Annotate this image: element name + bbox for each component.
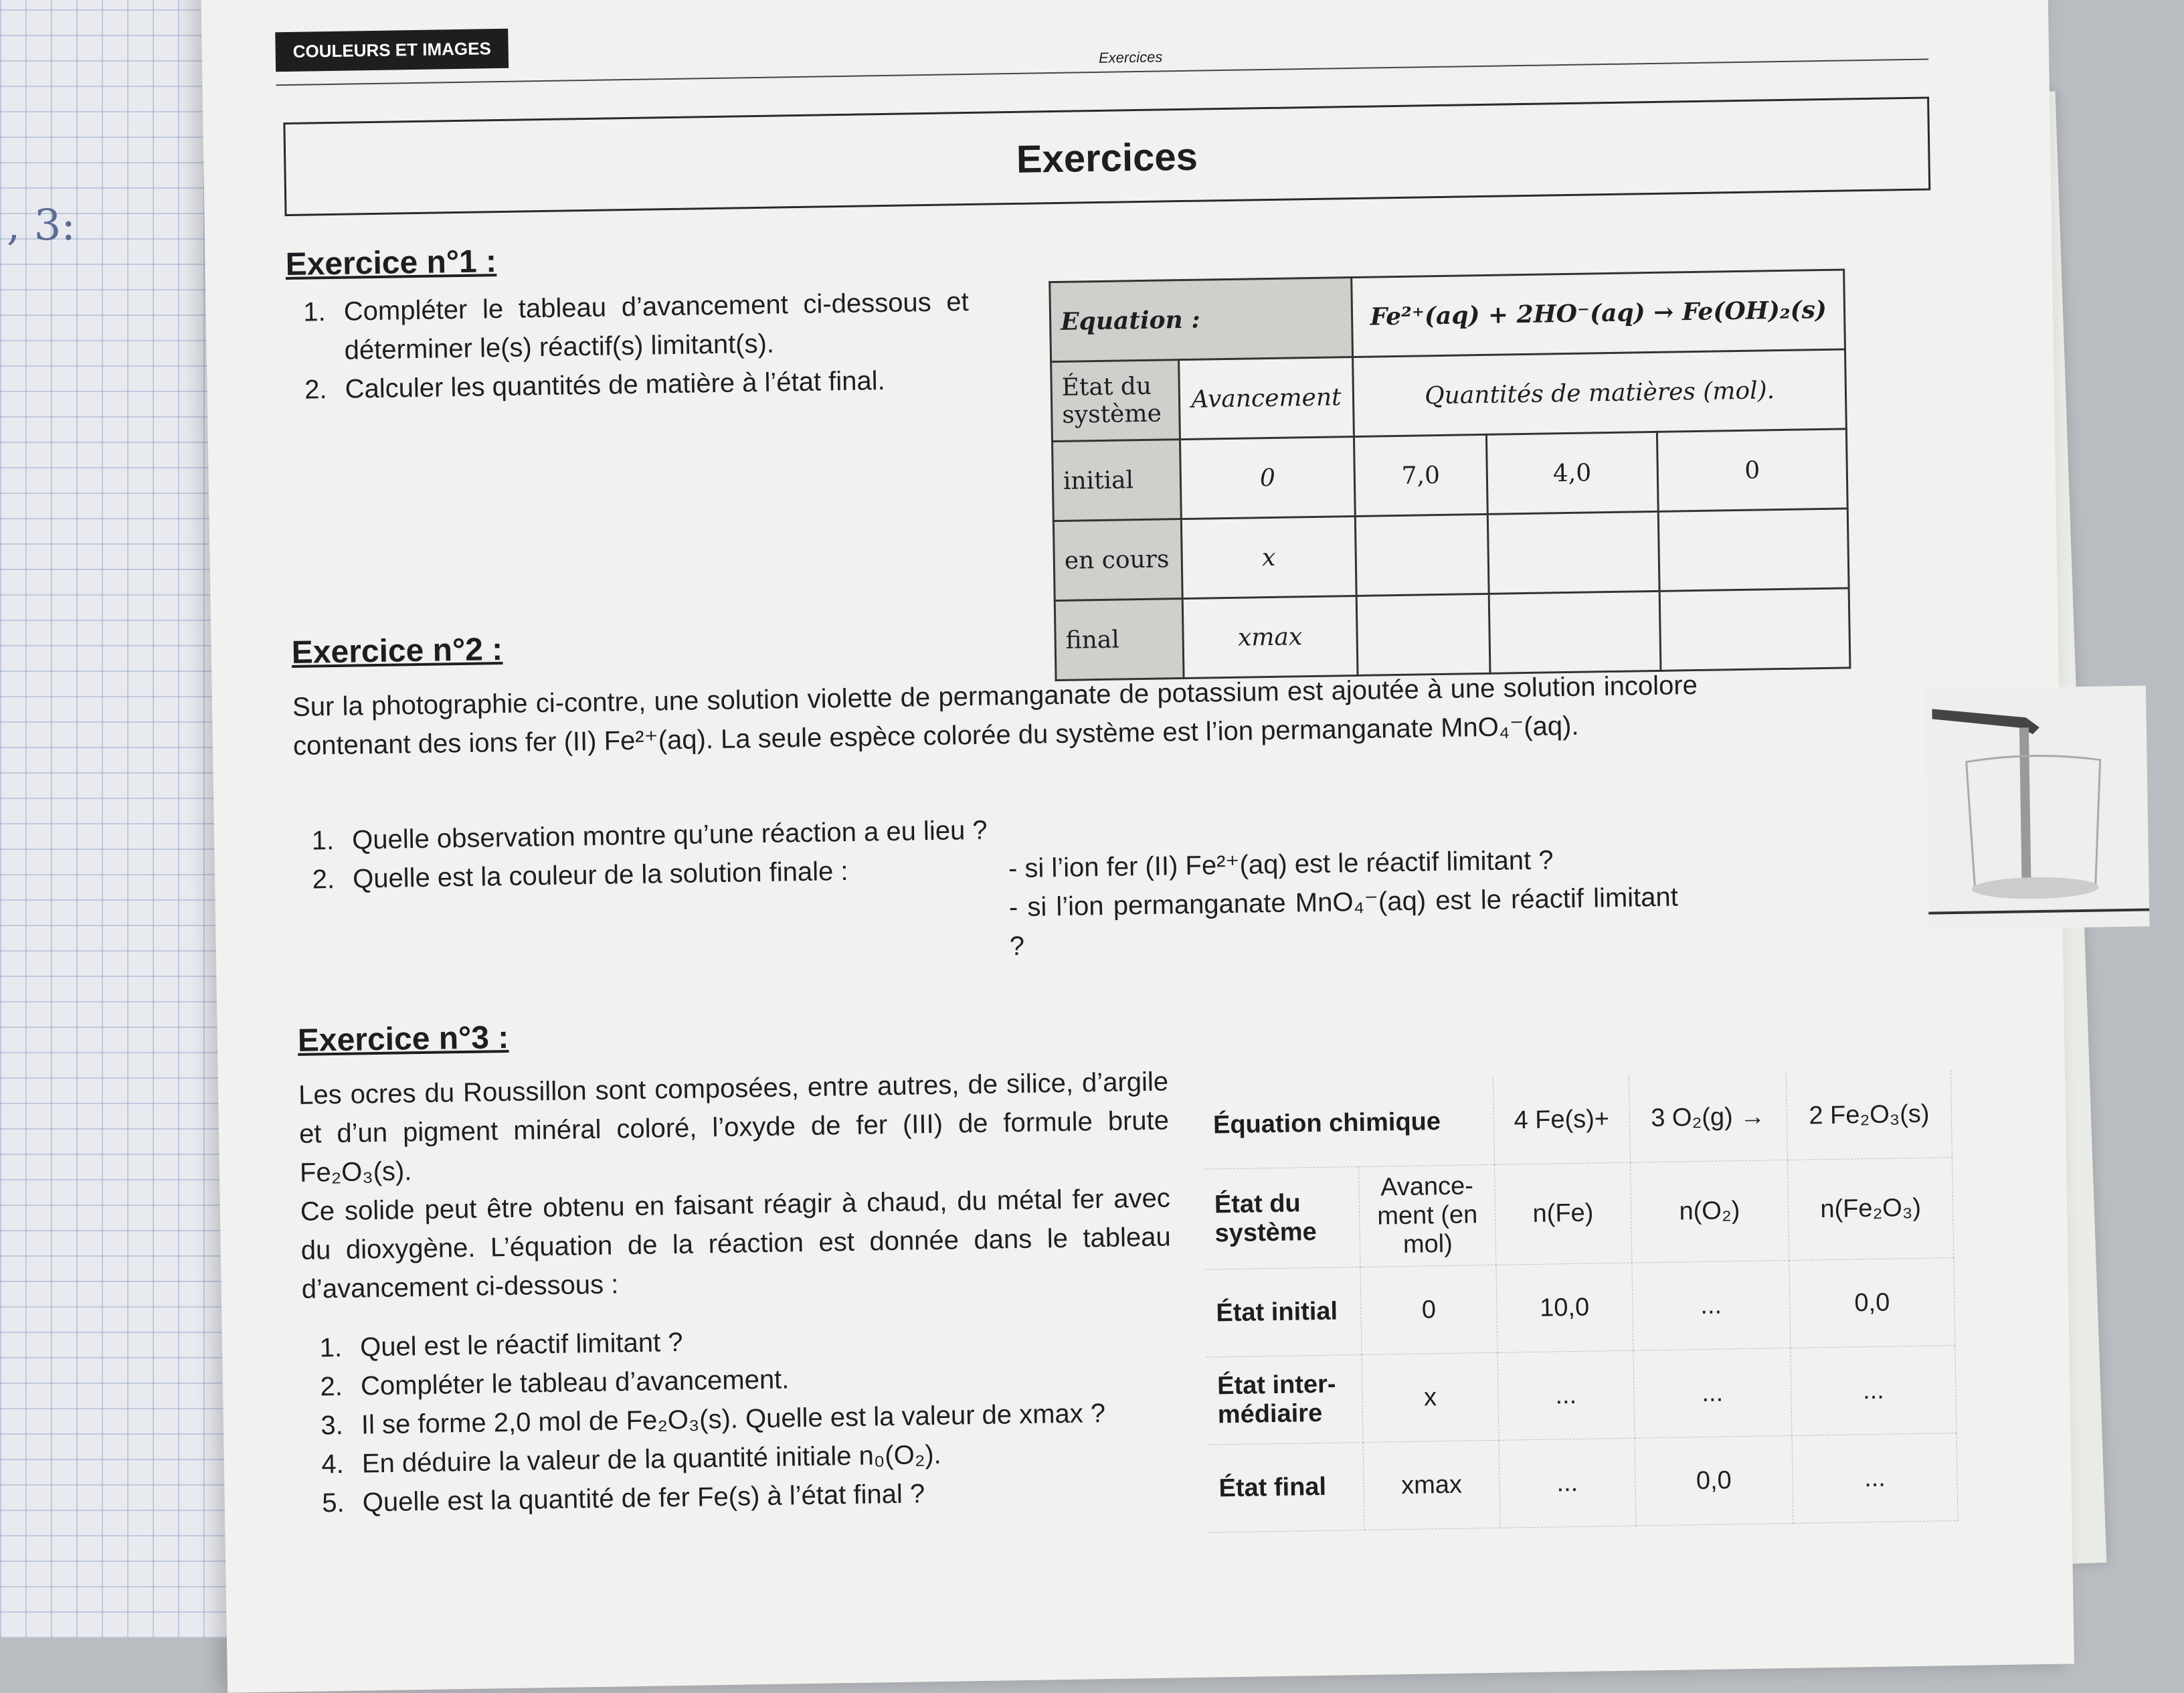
ex3-row-adv: x — [1362, 1352, 1499, 1442]
ex2-paragraph: Sur la photographie ci-contre, une solution violette de permanganate de potassium est ajoutée à une solution incolore contenant des ions fer (II) Fe²⁺(aq). La seule espèce colorée du système est l’ion permanganate MnO₄⁻(aq). — [292, 670, 1698, 761]
ex3-cell: 0,0 — [1635, 1435, 1793, 1526]
ex2-question-1: 1. Quelle observation montre qu’une réaction a eu lieu ? — [341, 799, 1734, 860]
ex3-question-3: 3. Il se forme 2,0 mol de Fe₂O₃(s). Quelle est la valeur de xmax ? — [350, 1393, 1174, 1444]
ex1-row-adv: xmax — [1182, 596, 1358, 678]
ex3-header-nfe2o3: n(Fe₂O₃) — [1788, 1158, 1954, 1261]
ex1-cell — [1658, 509, 1849, 591]
ex3-header-no2: n(O₂) — [1630, 1160, 1789, 1263]
ex1-cell: 4,0 — [1486, 432, 1658, 514]
arrow-icon: → — [1739, 1101, 1766, 1131]
ex3-cell: ... — [1497, 1350, 1635, 1440]
ex1-cell: 0 — [1657, 429, 1847, 511]
ex3-question-4: 4. En déduire la valeur de la quantité initiale n₀(O₂). — [351, 1431, 1174, 1483]
ex1-equation: Fe²⁺(aq) + 2HO⁻(aq) → Fe(OH)₂(s) — [1352, 270, 1845, 357]
ex2-title: Exercice n°2 : — [291, 632, 503, 671]
ex2-questions — [294, 799, 1735, 977]
ex2-question-2-text: Quelle est la couleur de la solution finale : — [352, 856, 848, 894]
ex3-cell: ... — [1792, 1433, 1958, 1524]
ex1-row-state: en cours — [1053, 519, 1182, 601]
ex1-cell — [1356, 514, 1489, 596]
ex1-cell — [1659, 588, 1850, 671]
ex3-text — [298, 1062, 1175, 1522]
ex3-cell: ... — [1499, 1438, 1636, 1528]
ex1-row-adv: 0 — [1180, 437, 1356, 519]
ex3-row-adv: xmax — [1363, 1440, 1500, 1530]
header-tag: COULEURS ET IMAGES — [275, 29, 509, 72]
ex3-equation-term-2 — [1629, 1073, 1787, 1162]
ex3-equation-o2: 3 O₂(g) — [1650, 1102, 1734, 1132]
worksheet — [201, 0, 2074, 1693]
ex3-adv-header: Avance-ment (en mol) — [1359, 1164, 1496, 1267]
ex1-row-state: initial — [1052, 440, 1180, 521]
ex3-equation-term-3: 2 Fe₂O₃(s) — [1786, 1070, 1952, 1160]
margin-note: , 3: — [7, 201, 76, 250]
ex1-qty-header: Quantités de matières (mol). — [1353, 349, 1846, 437]
header-center: Exercices — [1098, 48, 1163, 66]
ex3-paragraph-2: Ce solide peut être obtenu en faisant réagir à chaud, du métal fer avec du dioxygène. L’équation de la réaction est donnée dans le tableau d’avancement ci-dessous : — [300, 1183, 1172, 1304]
ex3-row-state: État final — [1208, 1442, 1365, 1532]
ex2-question-2 — [342, 838, 1735, 976]
ex3-equation-term-1: 4 Fe(s)+ — [1493, 1075, 1630, 1165]
ex3-cell: 0,0 — [1789, 1258, 1955, 1348]
ex3-cell: ... — [1633, 1348, 1792, 1438]
ex3-table — [1202, 1070, 1958, 1533]
ex1-row-state: final — [1055, 599, 1183, 681]
ex3-equation-label: Équation chimique — [1202, 1077, 1494, 1169]
permanganate-photo — [1925, 685, 2150, 929]
ex1-row-adv: x — [1181, 516, 1357, 598]
ex3-row-state: État initial — [1204, 1267, 1362, 1358]
ex3-cell: 10,0 — [1496, 1263, 1633, 1352]
ex2-question-2a: - si l’ion fer (II) Fe²⁺(aq) est le réactif limitant ? — [1008, 845, 1554, 884]
ex3-title: Exercice n°3 : — [297, 1019, 509, 1059]
ex3-question-5: 5. Quelle est la quantité de fer Fe(s) à l’état final ? — [351, 1470, 1175, 1522]
ex3-cell: ... — [1791, 1346, 1956, 1436]
ex1-cell — [1357, 594, 1490, 675]
ex1-questions — [286, 282, 970, 410]
ex1-state-header: État du système — [1051, 360, 1180, 442]
ex3-state-header: État du système — [1203, 1167, 1360, 1270]
page-title: Exercices — [283, 96, 1930, 216]
ex3-question-1: 1. Quel est le réactif limitant ? — [349, 1315, 1173, 1366]
ex1-cell — [1487, 511, 1659, 594]
ex1-cell: 7,0 — [1354, 434, 1487, 516]
ex1-question-2: 2. Calculer les quantités de matière à l’état final. — [334, 360, 970, 409]
ex1-adv-header: Avancement — [1178, 357, 1354, 440]
ex1-title: Exercice n°1 : — [285, 244, 497, 283]
ex1-question-1: 1. Compléter le tableau d’avancement ci-dessous et déterminer le(s) réactif(s) limitant(s). — [333, 282, 970, 370]
ex3-cell: ... — [1631, 1260, 1790, 1350]
ex3-question-2: 2. Compléter le tableau d’avancement. — [350, 1354, 1174, 1405]
ex1-cell — [1489, 591, 1661, 673]
ex1-equation-label: Equation : — [1050, 278, 1353, 362]
ex1-table — [1049, 268, 1851, 681]
ex3-header-nfe: n(Fe) — [1495, 1162, 1632, 1265]
ex3-row-adv: 0 — [1360, 1265, 1497, 1354]
ex2-question-2b: - si l’ion permanganate MnO₄⁻(aq) est le réactif limitant ? — [1008, 882, 1679, 962]
ex3-paragraph-1: Les ocres du Roussillon sont composées, entre autres, de silice, d’argile et d’un pigment minéral coloré, l’oxyde de fer (III) de formule brute Fe₂O₃(s). — [298, 1067, 1170, 1188]
ex3-row-state: État inter-médiaire — [1206, 1355, 1364, 1445]
